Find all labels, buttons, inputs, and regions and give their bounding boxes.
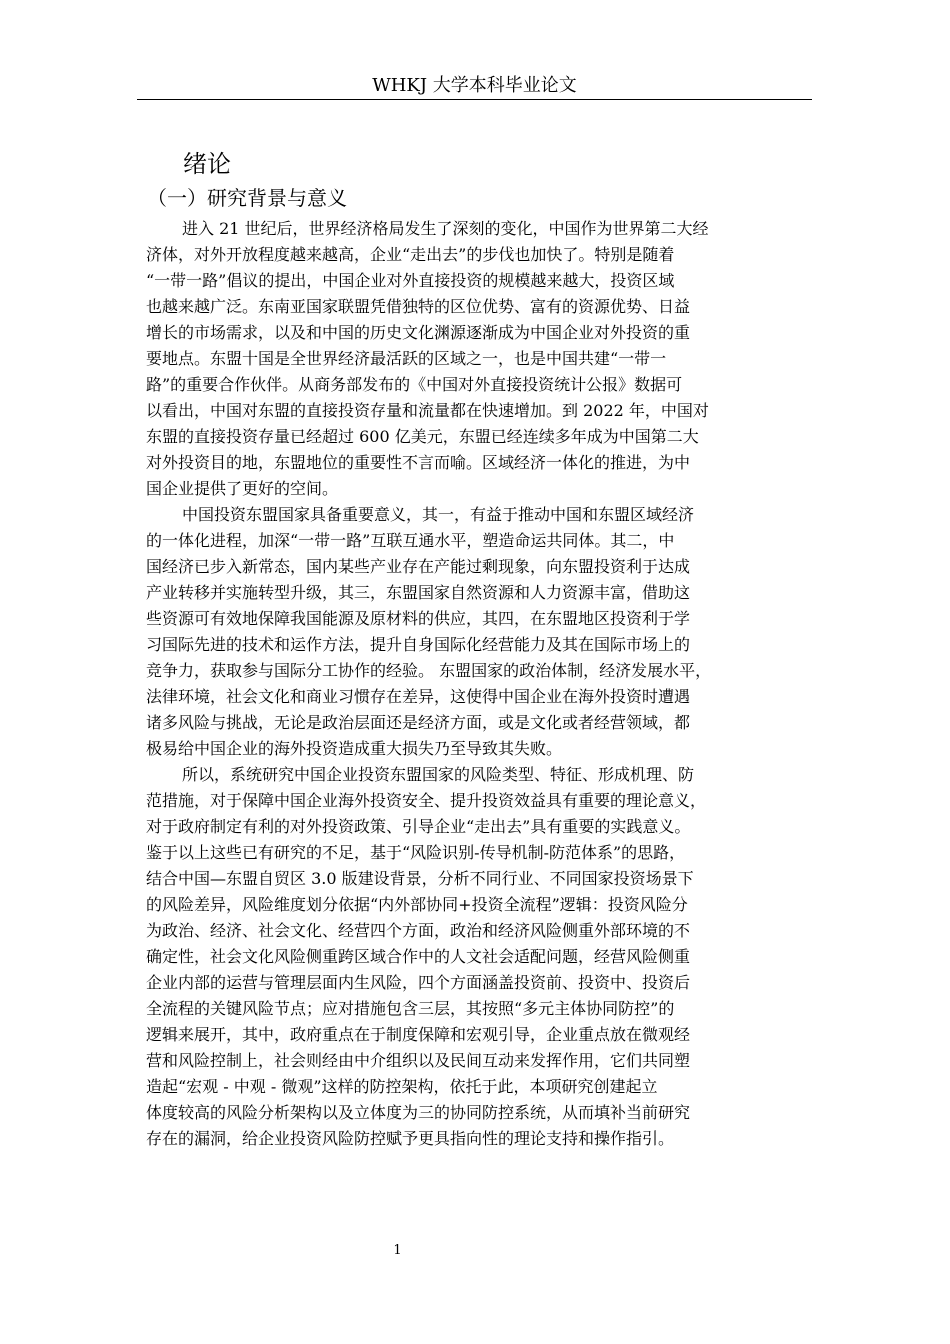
- body-line: 企业内部的运营与管理层面内生风险，四个方面涵盖投资前、投资中、投资后: [146, 973, 691, 992]
- running-header: WHKJ 大学本科毕业论文: [372, 75, 577, 96]
- body-line: 要地点。东盟十国是全世界经济最活跃的区域之一，也是中国共建“一带一: [146, 349, 667, 368]
- body-line: 增长的市场需求，以及和中国的历史文化渊源逐渐成为中国企业对外投资的重: [146, 323, 691, 342]
- body-line: 结合中国—东盟自贸区 3.0 版建设背景，分析不同行业、不同国家投资场景下: [146, 869, 694, 888]
- body-line: 诸多风险与挑战，无论是政治层面还是经济方面，或是文化或者经营领域，都: [146, 713, 691, 732]
- body-line: 确定性，社会文化风险侧重跨区域合作中的人文社会适配问题，经营风险侧重: [146, 947, 691, 966]
- body-line: 营和风险控制上，社会则经由中介组织以及民间互动来发挥作用，它们共同塑: [146, 1051, 691, 1070]
- body-line: 也越来越广泛。东南亚国家联盟凭借独特的区位优势、富有的资源优势、日益: [146, 297, 691, 316]
- body-line: 东盟的直接投资存量已经超过 600 亿美元，东盟已经连续多年成为中国第二大: [146, 427, 699, 446]
- body-line: 造起“宏观 - 中观 - 微观”这样的防控架构，依托于此，本项研究创建起立: [146, 1077, 658, 1096]
- body-line: 竞争力，获取参与国际分工协作的经验。 东盟国家的政治体制，经济发展水平，: [146, 661, 712, 680]
- body-line: 的风险差异，风险维度划分依据“内外部协同+投资全流程”逻辑：投资风险分: [146, 895, 688, 914]
- body-line: 全流程的关键风险节点；应对措施包含三层，其按照“多元主体协同防控”的: [146, 999, 675, 1018]
- body-line: “一带一路”倡议的提出，中国企业对外直接投资的规模越来越大，投资区域: [146, 271, 675, 290]
- body-line: 法律环境，社会文化和商业习惯存在差异，这使得中国企业在海外投资时遭遇: [146, 687, 691, 706]
- body-line: 极易给中国企业的海外投资造成重大损失乃至导致其失败。: [146, 739, 563, 758]
- body-line: 中国投资东盟国家具备重要意义，其一，有益于推动中国和东盟区域经济: [182, 505, 695, 524]
- body-line: 进入 21 世纪后，世界经济格局发生了深刻的变化，中国作为世界第二大经: [182, 219, 709, 238]
- page-number: 1: [393, 1243, 402, 1258]
- body-line: 存在的漏洞，给企业投资风险防控赋予更具指向性的理论支持和操作指引。: [146, 1129, 675, 1148]
- body-line: 鉴于以上这些已有研究的不足，基于“风险识别-传导机制-防范体系”的思路，: [146, 843, 686, 862]
- body-line: 些资源可有效地保障我国能源及原材料的供应，其四，在东盟地区投资利于学: [146, 609, 691, 628]
- body-line: 逻辑来展开，其中，政府重点在于制度保障和宏观引导，企业重点放在微观经: [146, 1025, 691, 1044]
- body-line: 习国际先进的技术和运作方法，提升自身国际化经营能力及其在国际市场上的: [146, 635, 691, 654]
- body-text: [146, 216, 812, 1152]
- body-line: 所以，系统研究中国企业投资东盟国家的风险类型、特征、形成机理、防: [182, 765, 695, 784]
- chapter-title: 绪论: [183, 150, 231, 178]
- body-line: 国经济已步入新常态，国内某些产业存在产能过剩现象，向东盟投资利于达成: [146, 557, 691, 576]
- body-line: 济体，对外开放程度越来越高，企业“走出去”的步伐也加快了。特别是随着: [146, 245, 675, 264]
- body-line: 路”的重要合作伙伴。从商务部发布的《中国对外直接投资统计公报》数据可: [146, 375, 683, 394]
- body-line: 对于政府制定有利的对外投资政策、引导企业“走出去”具有重要的实践意义。: [146, 817, 691, 836]
- body-line: 的一体化进程，加深“一带一路”互联互通水平，塑造命运共同体。其二，中: [146, 531, 675, 550]
- body-line: 为政治、经济、社会文化、经营四个方面，政治和经济风险侧重外部环境的不: [146, 921, 691, 940]
- body-line: 对外投资目的地，东盟地位的重要性不言而喻。区域经济一体化的推进，为中: [146, 453, 691, 472]
- header-rule: [137, 99, 812, 100]
- body-line: 以看出，中国对东盟的直接投资存量和流量都在快速增加。到 2022 年，中国对: [146, 401, 709, 420]
- body-line: 范措施，对于保障中国企业海外投资安全、提升投资效益具有重要的理论意义，: [146, 791, 707, 810]
- body-line: 产业转移并实施转型升级，其三，东盟国家自然资源和人力资源丰富，借助这: [146, 583, 691, 602]
- body-line: 国企业提供了更好的空间。: [146, 479, 339, 498]
- section-title: （一）研究背景与意义: [147, 186, 347, 210]
- body-line: 体度较高的风险分析架构以及立体度为三的协同防控系统，从而填补当前研究: [146, 1103, 691, 1122]
